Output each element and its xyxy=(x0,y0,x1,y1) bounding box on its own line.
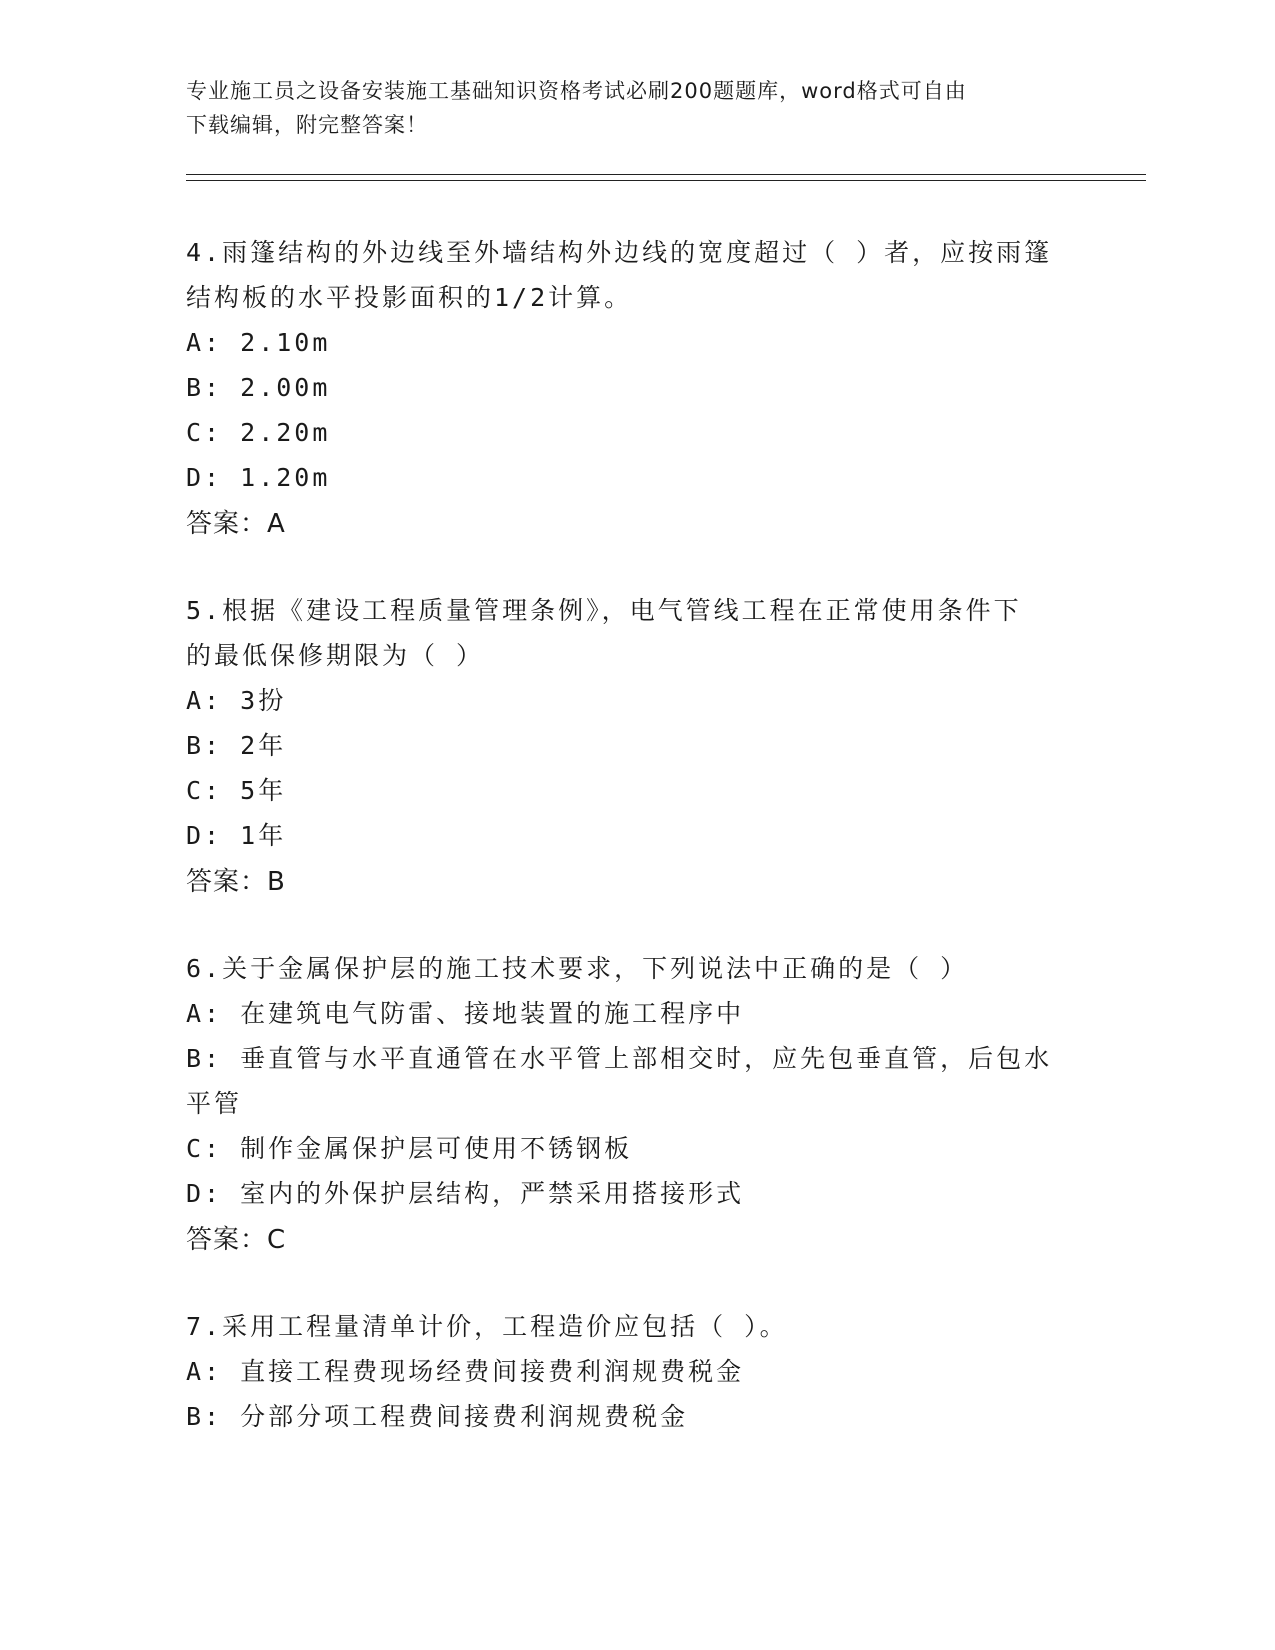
option-a: A: 直接工程费现场经费间接费利润规费税金 xyxy=(186,1357,745,1386)
question-stem: 5.根据《建设工程质量管理条例》，电气管线工程在正常使用条件下 xyxy=(186,596,1022,625)
answer-line: 答案：C xyxy=(186,1225,287,1255)
question-5 xyxy=(186,588,1086,906)
option-d: D: 1年 xyxy=(186,821,287,850)
option-c: C: 5年 xyxy=(186,776,287,805)
answer-line: 答案：B xyxy=(186,867,286,897)
option-c: C: 制作金属保护层可使用不锈钢板 xyxy=(186,1134,633,1163)
question-stem: 结构板的水平投影面积的1/2计算。 xyxy=(186,283,633,312)
option-a: A: 3扮 xyxy=(186,686,287,715)
question-4 xyxy=(186,230,1086,548)
question-stem: 7.采用工程量清单计价，工程造价应包括（ ）。 xyxy=(186,1312,788,1341)
answer-line: 答案：A xyxy=(186,509,286,539)
option-b: B: 分部分项工程费间接费利润规费税金 xyxy=(186,1402,689,1431)
option-a: A: 2.10m xyxy=(186,328,331,357)
option-a: A: 在建筑电气防雷、接地装置的施工程序中 xyxy=(186,999,745,1028)
question-stem: 的最低保修期限为（ ） xyxy=(186,641,485,670)
header-line-2: 下载编辑，附完整答案！ xyxy=(186,113,428,137)
question-6 xyxy=(186,946,1086,1264)
option-b-continued: 平管 xyxy=(186,1089,243,1118)
header-divider-bottom xyxy=(186,180,1146,181)
question-stem: 6.关于金属保护层的施工技术要求，下列说法中正确的是（ ） xyxy=(186,954,969,983)
header-line-1: 专业施工员之设备安装施工基础知识资格考试必刷200题题库，word格式可自由 xyxy=(186,79,967,103)
header-divider-top xyxy=(186,174,1146,175)
option-b: B: 2年 xyxy=(186,731,287,760)
option-b: B: 垂直管与水平直通管在水平管上部相交时，应先包垂直管，后包水 xyxy=(186,1044,1053,1073)
option-d: D: 室内的外保护层结构，严禁采用搭接形式 xyxy=(186,1179,745,1208)
option-d: D: 1.20m xyxy=(186,463,331,492)
option-c: C: 2.20m xyxy=(186,418,331,447)
question-list xyxy=(186,230,1086,1479)
question-7 xyxy=(186,1304,1086,1439)
option-b: B: 2.00m xyxy=(186,373,331,402)
document-header xyxy=(186,74,1086,142)
question-stem: 4.雨篷结构的外边线至外墙结构外边线的宽度超过（ ）者，应按雨篷 xyxy=(186,238,1053,267)
